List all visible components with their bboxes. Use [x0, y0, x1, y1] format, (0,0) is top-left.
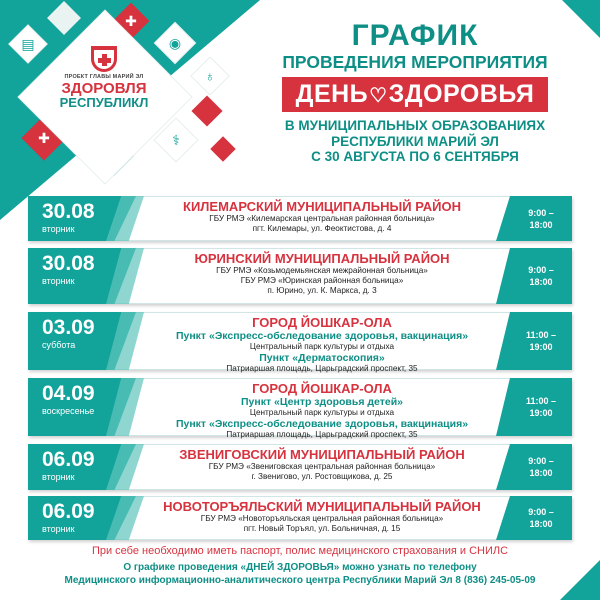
time-to: 18:00	[529, 219, 553, 230]
banner-text-part1: ДЕНЬ	[295, 80, 369, 108]
event-line: пгт. Новый Торъял, ул. Больничная, д. 15	[243, 524, 401, 533]
event-details	[140, 382, 504, 440]
event-banner	[282, 77, 549, 112]
event-line: п. Юрино, ул. К. Маркса, д. 3	[267, 286, 377, 295]
schedule-item	[0, 196, 600, 241]
event-title: ЗВЕНИГОВСКИЙ МУНИЦИПАЛЬНЫЙ РАЙОН	[179, 447, 465, 462]
date-block	[28, 444, 136, 490]
event-title: ЮРИНСКИЙ МУНИЦИПАЛЬНЫЙ РАЙОН	[194, 251, 450, 266]
heart-shield-icon	[91, 46, 117, 72]
event-weekday: вторник	[42, 472, 75, 482]
event-line: ГБУ РМЭ «Новоторъяльская центральная районная больница»	[200, 514, 444, 523]
event-weekday: воскресенье	[42, 406, 95, 416]
event-time	[510, 329, 572, 353]
event-line: ГБУ РМЭ «Юринская районная больница»	[240, 276, 404, 285]
time-to: 18:00	[529, 277, 553, 287]
event-line: Патриаршая площадь, Царьградский проспект, 35	[226, 364, 418, 373]
header-line5: С 30 АВГУСТА ПО 6 СЕНТЯБРЯ	[311, 149, 519, 164]
event-point: Пункт «Центр здоровья детей»	[240, 396, 404, 408]
event-details	[140, 252, 504, 296]
time-block	[510, 444, 572, 490]
heart-icon: ♡	[369, 85, 388, 107]
time-from: 9:00 –	[528, 265, 554, 275]
date-block	[28, 378, 136, 436]
contact-info-line2: Медицинского информационно-аналитического центра Республики Марий Эл 8 (836) 245-05-09	[64, 575, 536, 586]
schedule-item	[0, 312, 600, 373]
event-weekday: вторник	[42, 224, 75, 234]
time-from: 9:00 –	[528, 456, 554, 466]
header	[250, 20, 580, 165]
header-subtitle: ПРОВЕДЕНИЯ МЕРОПРИЯТИЯ	[282, 52, 548, 72]
medicine-icon: ✚	[125, 13, 137, 29]
event-date: 06.09	[42, 448, 95, 471]
schedule-item	[0, 444, 600, 490]
time-to: 18:00	[529, 468, 553, 478]
event-line: г. Звенигово, ул. Ростовщикова, д. 25	[251, 472, 393, 481]
header-line4: РЕСПУБЛИКИ МАРИЙ ЭЛ	[331, 133, 499, 149]
caduceus-icon: ⚕	[172, 132, 180, 148]
pills-icon: ◉	[168, 35, 182, 51]
time-block	[510, 248, 572, 304]
event-line: ГБУ РМЭ «Козьмодемьянская межрайонная больница»	[216, 266, 428, 275]
event-line: ГБУ РМЭ «Килемарская центральная районная больница»	[209, 214, 435, 223]
event-title: НОВОТОРЪЯЛЬСКИЙ МУНИЦИПАЛЬНЫЙ РАЙОН	[163, 499, 481, 514]
date-block	[28, 248, 136, 304]
event-weekday: вторник	[42, 524, 75, 534]
project-logo	[38, 40, 170, 150]
time-from: 11:00 –	[525, 330, 557, 340]
event-time	[510, 207, 572, 231]
event-details	[140, 448, 504, 482]
event-title: КИЛЕМАРСКИЙ МУНИЦИПАЛЬНЫЙ РАЙОН	[183, 199, 461, 214]
time-from: 9:00 –	[528, 207, 554, 218]
stethoscope-icon: ♁	[204, 68, 216, 84]
event-time	[510, 395, 572, 419]
event-title: ГОРОД ЙОШКАР-ОЛА	[252, 315, 392, 330]
logo-title-line1: ЗДОРОВЛЯ	[61, 80, 147, 97]
event-details	[140, 200, 504, 234]
contact-info-line1: О графике проведения «ДНЕЙ ЗДОРОВЬЯ» можно узнать по телефону	[123, 562, 477, 573]
event-date: 06.09	[42, 500, 95, 523]
event-line: Центральный парк культуры и отдыха	[249, 408, 395, 417]
event-line: пгт. Килемары, ул. Феоктистова, д. 4	[252, 224, 392, 233]
event-time	[510, 506, 572, 530]
event-details	[140, 316, 504, 374]
logo-title-line2: РЕСПУБЛИКЛ	[59, 95, 149, 110]
time-block	[510, 312, 572, 370]
time-to: 19:00	[529, 408, 553, 418]
event-date: 30.08	[42, 252, 95, 275]
time-block	[510, 496, 572, 540]
event-line: ГБУ РМЭ «Звениговская центральная районная больница»	[208, 462, 436, 471]
event-weekday: вторник	[42, 276, 75, 286]
requirements-note: При себе необходимо иметь паспорт, полис медицинского страхования и СНИЛС	[91, 545, 509, 557]
event-date: 30.08	[42, 200, 95, 223]
event-date: 04.09	[42, 382, 95, 405]
event-details	[140, 500, 504, 534]
event-line: Центральный парк культуры и отдыха	[249, 342, 395, 351]
event-line: Патриаршая площадь, Царьградский проспект, 35	[226, 430, 418, 439]
event-date: 03.09	[42, 316, 95, 339]
time-from: 9:00 –	[528, 507, 554, 517]
date-block	[28, 496, 136, 540]
header-line3: В МУНИЦИПАЛЬНЫХ ОБРАЗОВАНИЯХ	[284, 118, 546, 133]
contact-info	[0, 561, 600, 587]
event-point: Пункт «Экспресс-обследование здоровья, вакцинация»	[175, 330, 469, 342]
logo-subtitle: ПРОЕКТ ГЛАВЫ МАРИЙ ЭЛ	[64, 74, 144, 80]
time-from: 11:00 –	[525, 396, 557, 406]
date-block	[28, 196, 136, 241]
schedule-item	[0, 378, 600, 439]
event-time	[510, 455, 572, 479]
banner-text-part2: ЗДОРОВЬЯ	[388, 80, 535, 108]
event-point: Пункт «Дерматоскопия»	[259, 352, 385, 364]
event-title: ГОРОД ЙОШКАР-ОЛА	[252, 381, 392, 396]
header-title: ГРАФИК	[351, 19, 479, 52]
first-aid-kit-icon: ✚	[38, 130, 50, 146]
schedule-item	[0, 248, 600, 304]
time-block	[510, 378, 572, 436]
event-time	[510, 264, 572, 288]
time-to: 19:00	[529, 342, 553, 352]
time-to: 18:00	[529, 519, 553, 529]
schedule-item	[0, 496, 600, 540]
date-block	[28, 312, 136, 370]
event-point: Пункт «Экспресс-обследование здоровья, вакцинация»	[175, 418, 469, 430]
document-icon: ▤	[21, 36, 35, 52]
event-weekday: суббота	[42, 340, 76, 350]
time-block	[510, 196, 572, 241]
